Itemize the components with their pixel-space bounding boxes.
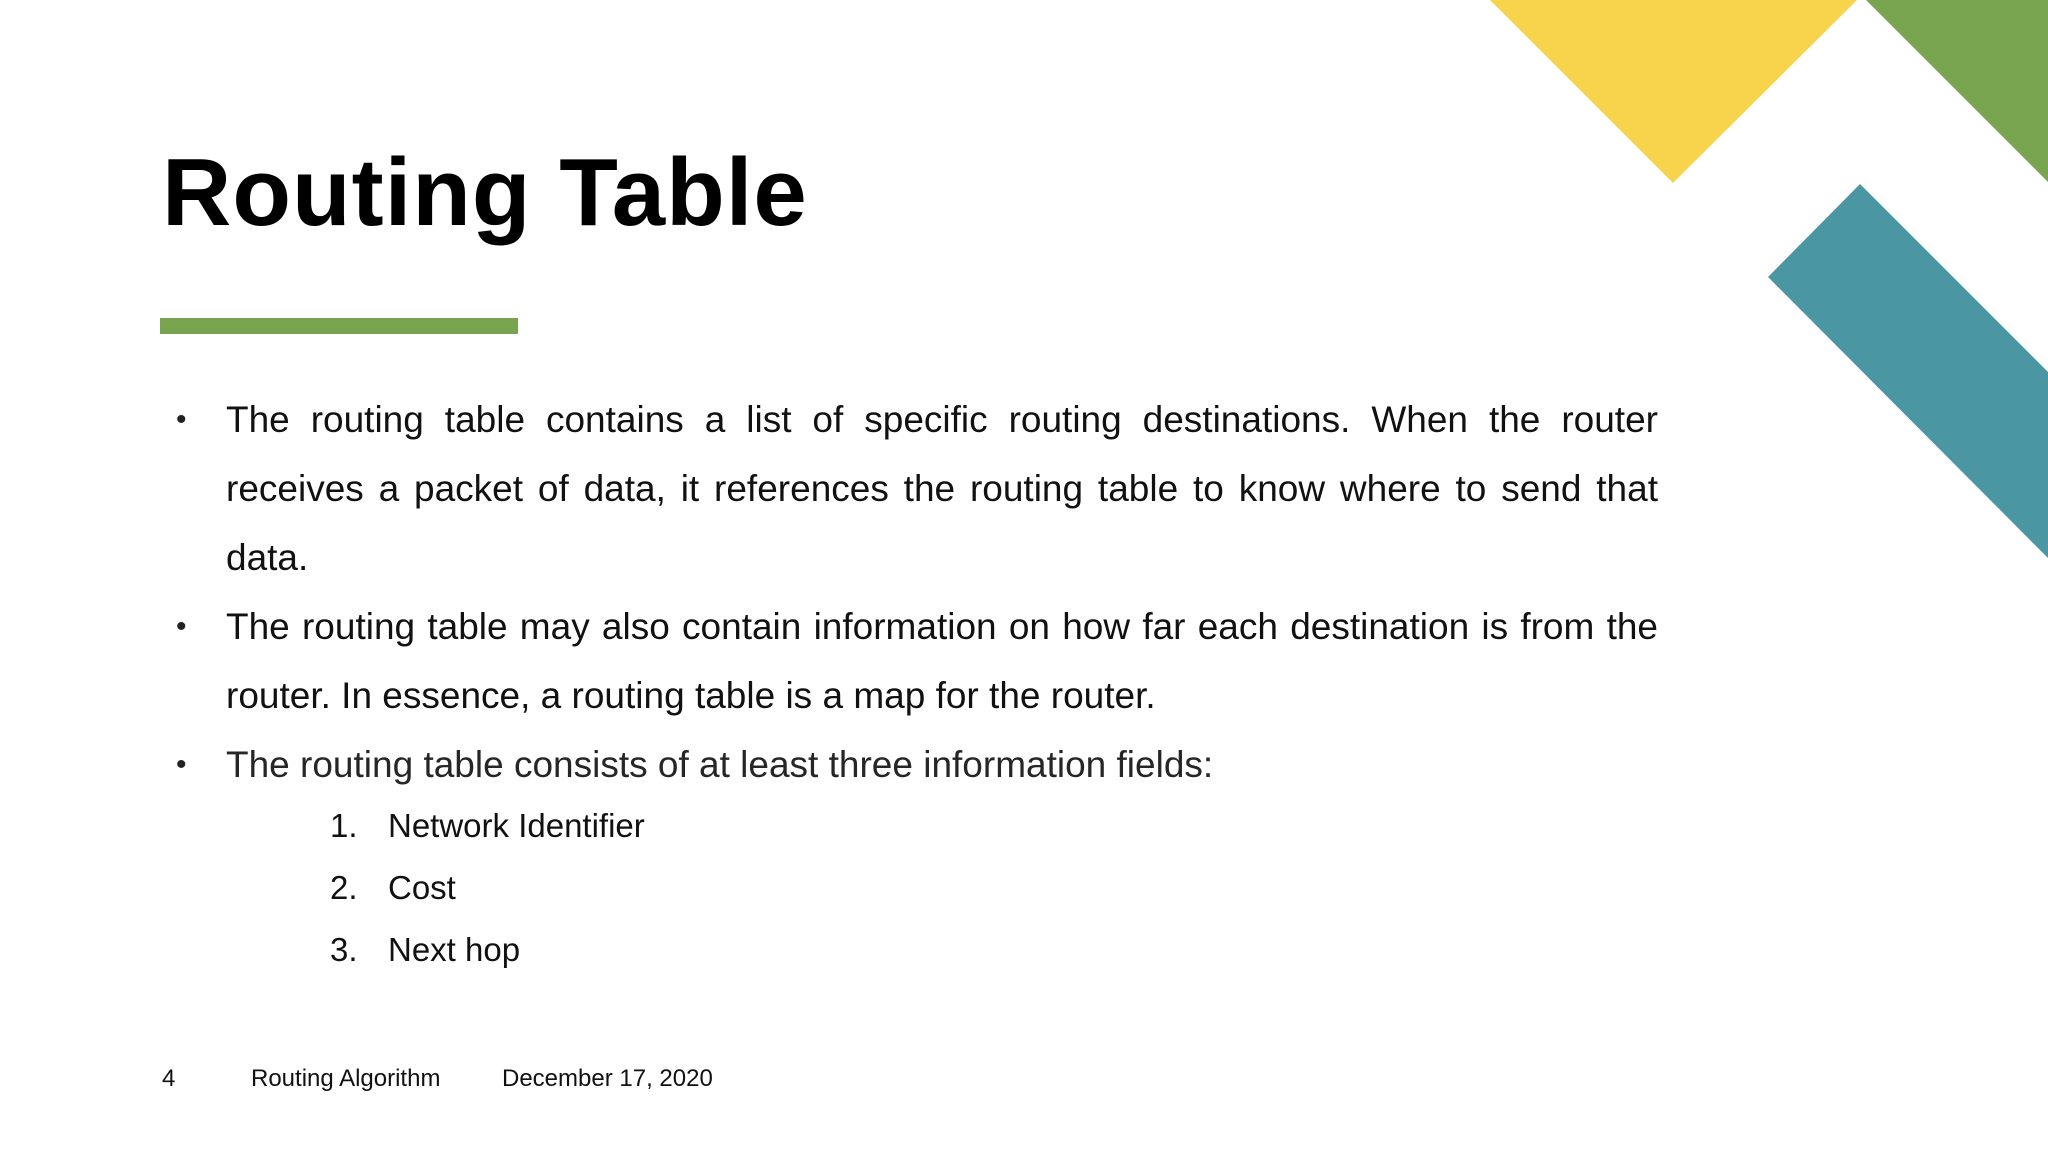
footer-presentation-title: Routing Algorithm [251,1065,441,1092]
field-item-cost [330,857,645,919]
field-label: Next hop [388,931,521,968]
field-item-next-hop [330,919,645,981]
bullet-text: The routing table contains a list of specific routing destinations. When the router receives a packet of data, it references the routing table to know where to send that data. [226,399,1658,578]
slide-title: Routing Table [162,139,808,246]
field-item-network-identifier [330,795,645,857]
field-label: Cost [388,869,456,906]
title-underline-bar [160,318,518,334]
bullet-item [176,592,1658,730]
list-number: 2. [330,869,358,906]
yellow-triangle-shape [1490,0,1857,183]
bullet-text: The routing table consists of at least three information fields: [226,744,1214,785]
footer-page-number: 4 [162,1065,176,1092]
green-triangle-shape [1866,0,2048,182]
list-number: 1. [330,807,358,844]
teal-bar-shape [1768,184,2048,558]
bullet-dot-icon: • [176,748,187,781]
field-label: Network Identifier [388,807,645,844]
footer-date: December 17, 2020 [502,1065,713,1092]
bullet-dot-icon: • [176,610,187,643]
bullet-item [176,730,1658,799]
list-number: 3. [330,931,358,968]
bullet-dot-icon: • [176,403,187,436]
bullet-list [176,385,1658,799]
bullet-text: The routing table may also contain information on how far each destination is from the router. In essence, a routing table is a map for the router. [226,606,1658,716]
fields-list [330,795,645,981]
bullet-item [176,385,1658,592]
